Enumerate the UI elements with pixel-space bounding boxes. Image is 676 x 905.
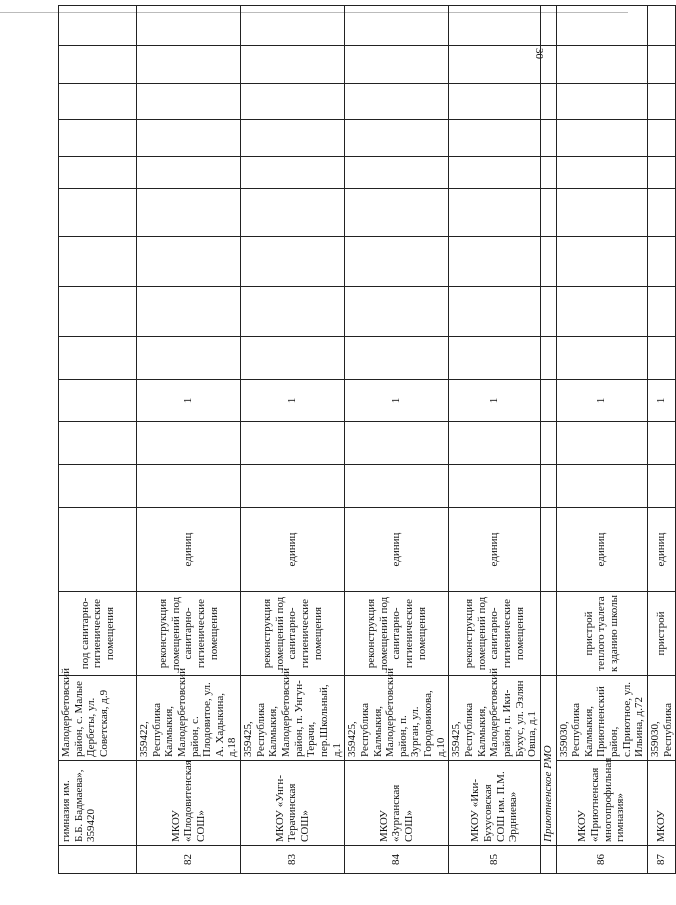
cell — [556, 189, 647, 237]
table-row — [556, 6, 647, 874]
cell — [59, 237, 137, 287]
cell-unit: единиц — [449, 508, 540, 592]
cell — [647, 465, 675, 508]
cell-value: 1 — [449, 380, 540, 422]
cell-address: 359030, Республика — [647, 676, 675, 761]
cell — [647, 120, 675, 157]
cell — [449, 46, 540, 84]
cell — [345, 189, 449, 237]
cell — [647, 337, 675, 380]
cell — [449, 6, 540, 46]
cell-purpose: под санитарно-гигиенические помещения — [59, 592, 137, 676]
cell — [59, 46, 137, 84]
cell — [556, 6, 647, 46]
cell — [345, 84, 449, 120]
cell — [241, 237, 345, 287]
cell — [647, 422, 675, 465]
table-row — [137, 6, 241, 874]
cell — [59, 84, 137, 120]
cell — [59, 157, 137, 189]
cell — [449, 337, 540, 380]
cell — [345, 465, 449, 508]
cell — [241, 287, 345, 337]
cell-purpose: реконструкция помещений под санитарно-гигиенические помещения — [241, 592, 345, 676]
cell — [647, 189, 675, 237]
cell — [540, 337, 556, 380]
cell — [647, 6, 675, 46]
cell — [449, 287, 540, 337]
cell — [137, 287, 241, 337]
cell — [556, 337, 647, 380]
cell-value: 1 — [556, 380, 647, 422]
cell-num: 85 — [449, 846, 540, 874]
cell — [540, 46, 556, 84]
cell — [59, 465, 137, 508]
cell — [241, 84, 345, 120]
cell — [449, 120, 540, 157]
cell — [137, 157, 241, 189]
cell — [59, 287, 137, 337]
cell-name: МКОУ «Плодовитенская СОШ» — [137, 761, 241, 846]
cell — [449, 237, 540, 287]
cell — [345, 337, 449, 380]
cell — [241, 120, 345, 157]
cell-num: 84 — [345, 846, 449, 874]
cell-name: МКОУ «Ики-Бухусовская СОШ им. П.М. Эрдниева» — [449, 761, 540, 846]
cell — [540, 465, 556, 508]
cell-unit: единиц — [647, 508, 675, 592]
cell — [59, 422, 137, 465]
cell — [345, 157, 449, 189]
cell — [345, 46, 449, 84]
cell — [137, 46, 241, 84]
cell — [556, 46, 647, 84]
cell-address: 359425, Республика Калмыкия, Малодербетовский район, п. Ики-Бухус, ул. Эзлян Овша, д.1 — [449, 676, 540, 761]
cell-name: МКОУ «Унгн-Терачинская СОШ» — [241, 761, 345, 846]
cell — [449, 465, 540, 508]
cell — [241, 465, 345, 508]
table-row — [241, 6, 345, 874]
cell — [345, 422, 449, 465]
cell — [241, 337, 345, 380]
cell — [540, 592, 556, 676]
cell — [647, 84, 675, 120]
cell — [647, 287, 675, 337]
cell-unit: единиц — [241, 508, 345, 592]
cell-num: 86 — [556, 846, 647, 874]
table-row — [59, 6, 137, 874]
cell — [137, 465, 241, 508]
cell — [556, 157, 647, 189]
cell — [449, 157, 540, 189]
cell-purpose: реконструкция помещений под санитарно-гигиенические помещения — [345, 592, 449, 676]
page-number-text: 30 — [533, 48, 545, 59]
cell — [540, 237, 556, 287]
cell — [449, 422, 540, 465]
cell — [556, 84, 647, 120]
cell-num: 82 — [137, 846, 241, 874]
cell — [556, 422, 647, 465]
table-row — [345, 6, 449, 874]
cell-value: 1 — [137, 380, 241, 422]
cell — [137, 337, 241, 380]
cell — [59, 380, 137, 422]
cell — [647, 237, 675, 287]
cell — [647, 46, 675, 84]
cell-name: гимназия им. Б.Б. Бадмаева», 359420 — [59, 761, 137, 846]
cell-address: 359425, Республика Калмыкия, Малодербетовский район, п. Зурган, ул. Городовикова, д.10 — [345, 676, 449, 761]
cell — [241, 6, 345, 46]
cell-num: 83 — [241, 846, 345, 874]
document-table-scan — [58, 32, 674, 874]
cell-value: 1 — [241, 380, 345, 422]
cell-purpose: пристрой — [647, 592, 675, 676]
cell-value: 1 — [647, 380, 675, 422]
cell-address: 359425, Республика Калмыкия, Малодербетовский район, п. Унгун-Терачи, пер.Школьный, д.1 — [241, 676, 345, 761]
cell — [59, 6, 137, 46]
cell — [540, 120, 556, 157]
cell — [345, 287, 449, 337]
cell — [556, 120, 647, 157]
cell-address: 359422, Республика Калмыкия, Малодербетовский район, с. Плодовитое, ул. А. Хадыкина, д.18 — [137, 676, 241, 761]
cell — [137, 422, 241, 465]
cell-address: 359030, Республика Калмыкия, Приютненский район, с.Приютное, ул. Ильина, д.72 — [556, 676, 647, 761]
cell — [449, 84, 540, 120]
table-row — [449, 6, 540, 874]
cell — [241, 46, 345, 84]
section-row — [540, 6, 556, 874]
cell — [137, 237, 241, 287]
cell — [345, 6, 449, 46]
cell — [137, 6, 241, 46]
cell-num — [59, 846, 137, 874]
cell-purpose: реконструкция помещений под санитарно-гигиенические помещения — [449, 592, 540, 676]
cell-unit: единиц — [137, 508, 241, 592]
cell — [59, 337, 137, 380]
cell — [540, 189, 556, 237]
cell-address: Малодербетовский район, с. Малые Дербеты, ул. Советская, д.9 — [59, 676, 137, 761]
cell-unit: единиц — [345, 508, 449, 592]
cell — [556, 237, 647, 287]
cell — [137, 189, 241, 237]
cell-name: МКОУ «Приютненская многопрофильная гимназия» — [556, 761, 647, 846]
cell — [345, 120, 449, 157]
cell — [345, 237, 449, 287]
cell — [556, 287, 647, 337]
cell — [540, 84, 556, 120]
data-table — [58, 5, 676, 874]
cell — [540, 422, 556, 465]
cell-unit — [59, 508, 137, 592]
cell-purpose: реконструкция помещений под санитарно-гигиенические помещения — [137, 592, 241, 676]
cell — [449, 189, 540, 237]
cell — [540, 508, 556, 592]
cell — [540, 380, 556, 422]
cell — [241, 422, 345, 465]
cell — [59, 120, 137, 157]
rotated-table — [58, 32, 674, 874]
cell — [241, 157, 345, 189]
cell — [540, 287, 556, 337]
cell — [241, 189, 345, 237]
cell-name: МКОУ — [647, 761, 675, 846]
cell-value: 1 — [345, 380, 449, 422]
cell — [647, 157, 675, 189]
table-row — [647, 6, 675, 874]
cell-unit: единиц — [556, 508, 647, 592]
cell — [59, 189, 137, 237]
cell — [556, 465, 647, 508]
cell — [137, 84, 241, 120]
cell — [540, 846, 556, 874]
cell — [540, 157, 556, 189]
cell-num: 87 — [647, 846, 675, 874]
cell — [540, 6, 556, 46]
cell-name: МКОУ «Зурганская СОШ» — [345, 761, 449, 846]
cell — [137, 120, 241, 157]
cell-purpose: пристрой теплого туалета к зданию школы — [556, 592, 647, 676]
section-title: Приютненское РМО — [540, 676, 556, 846]
